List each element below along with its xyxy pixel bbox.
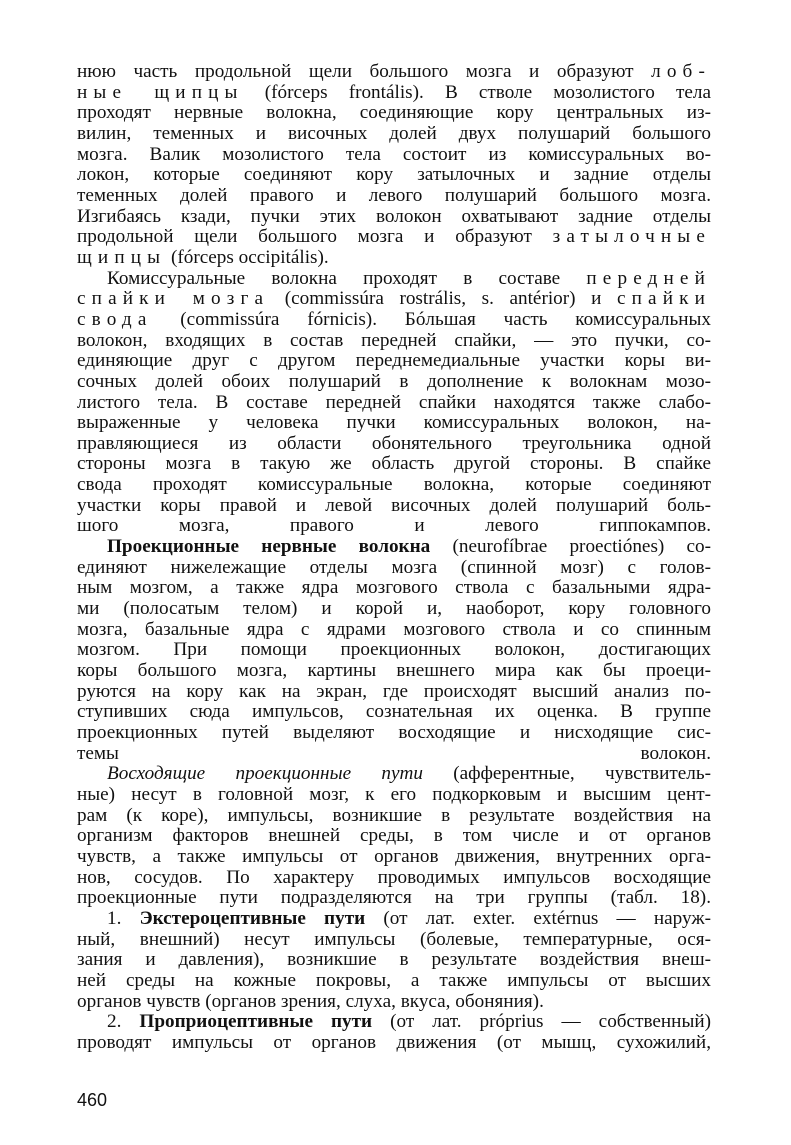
text-line: ный, внешний) несут импульсы (болевые, температурные, ося- bbox=[77, 928, 711, 950]
paragraph-2 bbox=[77, 269, 711, 538]
paragraph-4 bbox=[77, 764, 711, 909]
text-line: темы волокон. bbox=[77, 742, 711, 764]
paragraph-5 bbox=[77, 909, 711, 1012]
text-line: шого мозга, правого и левого гиппокампов. bbox=[77, 515, 711, 537]
text-line: проводят импульсы от органов движения (от мышц, сухожилий, bbox=[77, 1031, 711, 1053]
paragraph-6 bbox=[77, 1012, 711, 1053]
text-line: продольной щели большого мозга и образуют затылочные bbox=[77, 226, 711, 248]
text-line: 2. Проприоцептивные пути (от лат. próprius — собственный) bbox=[107, 1011, 711, 1033]
text-line: единяют нижележащие отделы мозга (спинной мозг) с голов- bbox=[77, 556, 711, 578]
text-line: спайки мозга (commissúra rostrális, s. antérior) и спайки bbox=[77, 288, 711, 310]
paragraph-3 bbox=[77, 537, 711, 764]
text-line: 1. Экстероцептивные пути (от лат. exter. extérnus — наруж- bbox=[107, 907, 712, 929]
term-ascending-pathways: Восходящие проекционные пути bbox=[107, 763, 423, 785]
text-line: мозгом. При помощи проекционных волокон, достигающих bbox=[77, 639, 711, 661]
text-line: Изгибаясь кзади, пучки этих волокон охватывают задние отделы bbox=[77, 205, 711, 227]
text-line: щипцы (fórceps occipitális). bbox=[77, 246, 329, 268]
paragraph-1 bbox=[77, 62, 711, 269]
text-line: ным мозгом, а также ядра мозгового ствола с базальными ядра- bbox=[77, 577, 711, 599]
text-line: локон, которые соединяют кору затылочных и задние отделы bbox=[77, 164, 711, 186]
text-line: ные) несут в головной мозг, к его подкорковым и высшим цент- bbox=[77, 783, 711, 805]
term-proprioceptive: Проприоцептивные пути bbox=[139, 1011, 373, 1033]
text-line: ней среды на кожные покровы, а также импульсы от высших bbox=[77, 969, 711, 991]
text-line: проходят нервные волокна, соединяющие кору центральных из- bbox=[77, 102, 711, 124]
text-line: волокон, входящих в состав передней спайки, — это пучки, со- bbox=[77, 329, 711, 351]
term-exteroceptive: Экстероцептивные пути bbox=[139, 907, 366, 929]
text-line: мозга, базальные ядра с ядрами мозгового ствола и со спинным bbox=[77, 618, 711, 640]
text-line: Восходящие проекционные пути (афферентные, чувствитель- bbox=[107, 763, 712, 785]
text-line: коры большого мозга, картины внешнего мира как бы проеци- bbox=[77, 660, 711, 682]
term-projection-fibers: Проекционные нервные волокна bbox=[107, 536, 431, 558]
text-line: рам (к коре), импульсы, возникшие в результате воздействия на bbox=[77, 804, 711, 826]
text-line: теменных долей правого и левого полушарий большого мозга. bbox=[77, 184, 711, 206]
text-line: выраженные у человека пучки комиссуральных волокон, на- bbox=[77, 412, 711, 434]
text-line: листого тела. В составе передней спайки находятся также слабо- bbox=[77, 391, 711, 413]
text-line: ные щипцы (fórceps frontális). В стволе мозолистого тела bbox=[77, 81, 711, 103]
text-line: зания и давления), возникшие в результате воздействия внеш- bbox=[77, 949, 711, 971]
body-text bbox=[77, 62, 711, 1054]
page-number: 460 bbox=[77, 1090, 108, 1110]
text-line: вилин, теменных и височных долей двух полушарий большого bbox=[77, 122, 711, 144]
text-line: стороны мозга в такую же область другой стороны. В спайке bbox=[77, 453, 711, 475]
text-line: правляющиеся из области обонятельного треугольника одной bbox=[77, 432, 711, 454]
text-line: чувств, а также импульсы от органов движения, внутренних орга- bbox=[77, 845, 711, 867]
text-line: руются на кору как на экран, где происходят высший анализ по- bbox=[77, 680, 711, 702]
text-line: Проекционные нервные волокна (neurofíbrae proectiónes) со- bbox=[107, 536, 711, 558]
text-line: организм факторов внешней среды, в том числе и от органов bbox=[77, 825, 711, 847]
text-line: единяющие друг с другом переднемедиальные участки коры ви- bbox=[77, 350, 711, 372]
text-line: сочных долей обоих полушарий в дополнение к волокнам мозо- bbox=[77, 370, 711, 392]
text-line: мозга. Валик мозолистого тела состоит из комиссуральных во- bbox=[77, 143, 711, 165]
text-line: нюю часть продольной щели большого мозга и образуют лоб- bbox=[77, 61, 711, 82]
text-line: свода (commissúra fórnicis). Бóльшая часть комиссуральных bbox=[77, 308, 711, 330]
text-line: проекционных путей выделяют восходящие и нисходящие сис- bbox=[77, 722, 711, 743]
text-line: нов, сосудов. По характеру проводимых импульсов восходящие bbox=[77, 866, 711, 888]
text-line: свода проходят комиссуральные волокна, которые соединяют bbox=[77, 474, 711, 496]
text-line: проекционные пути подразделяются на три группы (табл. 18). bbox=[77, 887, 711, 909]
text-line: органов чувств (органов зрения, слуха, вкуса, обоняния). bbox=[77, 990, 544, 1012]
text-line: ступивших сюда импульсов, сознательная их оценка. В группе bbox=[77, 701, 711, 723]
text-line: Комиссуральные волокна проходят в составе передней bbox=[107, 267, 711, 289]
text-line: ми (полосатым телом) и корой и, наоборот, кору головного bbox=[77, 598, 711, 620]
text-line: участки коры правой и левой височных долей полушарий боль- bbox=[77, 494, 711, 516]
